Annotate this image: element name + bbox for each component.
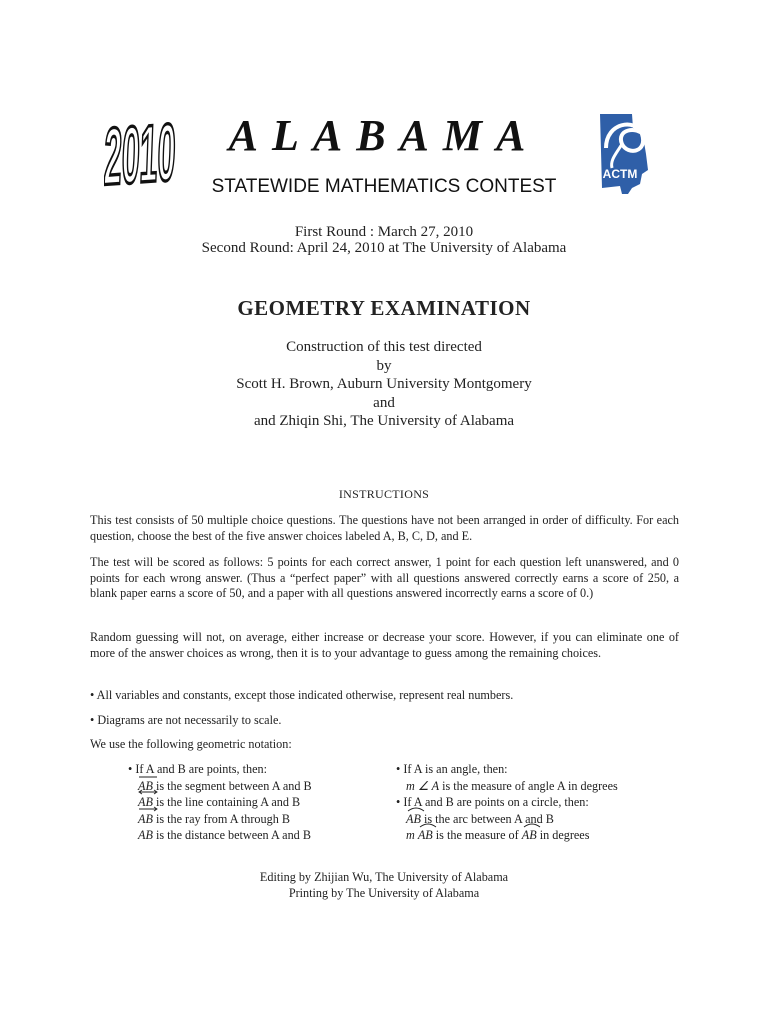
printing-credit: Printing by The University of Alabama xyxy=(288,885,480,900)
second-round-date: Second Round: April 24, 2010 at The University of Alabama xyxy=(201,240,567,256)
angle-symbol: m ∠ A xyxy=(406,778,440,793)
instruction-paragraph: The test will be scored as follows: 5 points for each correct answer, 1 point for each question left unanswered, and 0 points for each wrong answer. (Thus a “perfect paper” with all questions answered correctly earns a score of 250, a blank paper earns a score of 50, and a paper with all questions answered incorrectly earns a score of 0.) xyxy=(90,555,679,601)
line-symbol: AB xyxy=(138,794,153,811)
notation-arc-measure-text: is the measure of xyxy=(435,828,519,842)
credit-line: Scott H. Brown, Auburn University Montgomery xyxy=(236,376,532,392)
notation-angle-text: is the measure of angle A in degrees xyxy=(442,778,618,793)
notation-arc-measure xyxy=(396,827,618,844)
arc-measure-m: m xyxy=(406,828,415,842)
exam-title: GEOMETRY EXAMINATION xyxy=(237,296,531,320)
instruction-paragraph: Random guessing will not, on average, either increase or decrease your score. However, if you can eliminate one of more of the answer choices as wrong, then it is to your advantage to guess among the remaining choices. xyxy=(90,630,679,660)
segment-symbol: AB xyxy=(138,778,153,793)
arc-symbol: AB xyxy=(418,827,433,844)
notation-circle-lead: • If A and B are points on a circle, then: xyxy=(396,795,589,809)
notation-points xyxy=(128,761,312,844)
ray-symbol: AB xyxy=(138,811,153,828)
notation-points-lead: • If A and B are points, then: xyxy=(128,762,267,776)
editing-credit: Editing by Zhijian Wu, The University of Alabama xyxy=(259,870,509,884)
notation-distance-text: is the distance between A and B xyxy=(155,828,311,842)
contest-subtitle: STATEWIDE MATHEMATICS CONTEST xyxy=(211,176,557,197)
notation-angle xyxy=(396,778,618,795)
notation-ray xyxy=(128,811,312,828)
notation-line-text: is the line containing A and B xyxy=(155,795,301,809)
notation-angle-lead: • If A is an angle, then: xyxy=(396,762,508,776)
instructions-heading: INSTRUCTIONS xyxy=(338,487,430,501)
notation-angles xyxy=(396,761,618,844)
instruction-paragraph: This test consists of 50 multiple choice questions. The questions have not been arranged in order of difficulty. For each question, choose the best of the five answer choices labeled A, B, C, D, and E. xyxy=(90,513,679,543)
actm-logo-text: ACTM xyxy=(602,167,638,181)
credit-line: Construction of this test directed xyxy=(286,339,482,355)
first-round-date: First Round : March 27, 2010 xyxy=(294,224,474,240)
credit-line: by xyxy=(376,357,392,374)
credit-line: and Zhiqin Shi, The University of Alabama xyxy=(253,413,515,429)
credit-line: and xyxy=(373,394,395,411)
footer xyxy=(0,870,768,901)
arc-symbol: AB xyxy=(406,811,421,828)
arc-symbol: AB xyxy=(522,827,537,844)
notation-arc-text: is the arc between A and B xyxy=(423,811,554,826)
bullet-item: • Diagrams are not necessarily to scale. xyxy=(90,713,282,727)
notation-ray-text: is the ray from A through B xyxy=(155,811,290,826)
credits xyxy=(0,338,768,431)
page-title: ALABAMA xyxy=(228,111,540,160)
svg-text:2010: 2010 xyxy=(104,108,176,194)
notation-distance xyxy=(128,827,312,844)
notation-arc-measure-suffix: in degrees xyxy=(539,828,590,842)
actm-logo xyxy=(592,108,656,200)
notation-intro: We use the following geometric notation: xyxy=(90,737,292,751)
bullet-item: • All variables and constants, except those indicated otherwise, represent real numbers. xyxy=(90,688,514,702)
notation-segment-text: is the segment between A and B xyxy=(155,778,312,793)
distance-symbol: AB xyxy=(138,828,153,842)
